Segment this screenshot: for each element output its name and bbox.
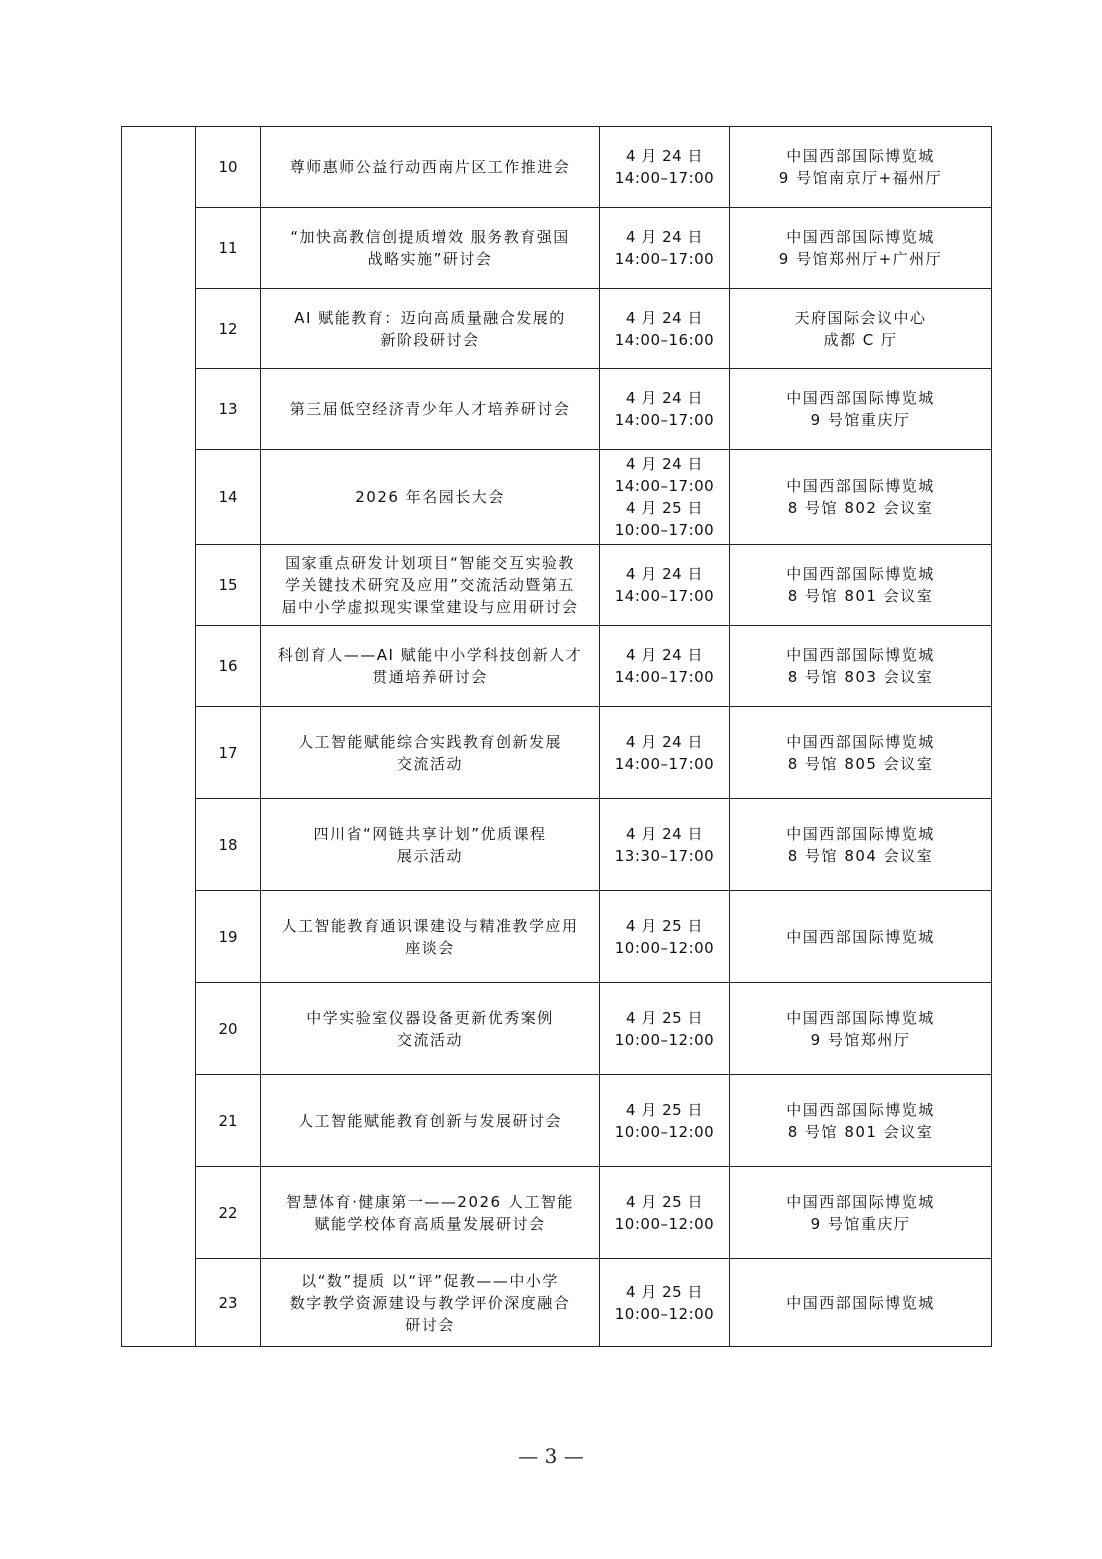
- event-title-line: 研讨会: [405, 1315, 455, 1334]
- event-time-line: 10:00–12:00: [614, 938, 715, 957]
- event-time: [600, 1259, 730, 1347]
- event-location-line: 中国西部国际博览城: [786, 824, 935, 843]
- event-time-line: 4 月 24 日: [626, 228, 703, 246]
- event-title: [261, 450, 600, 545]
- event-time-line: 4 月 25 日: [626, 499, 703, 517]
- event-time-line: 14:00–17:00: [614, 754, 715, 773]
- row-number: 15: [196, 545, 261, 626]
- event-time: [600, 799, 730, 891]
- event-title-line: 中学实验室仪器设备更新优秀案例: [306, 1008, 554, 1027]
- event-title: [261, 1167, 600, 1259]
- event-location: [730, 127, 992, 208]
- row-number: 17: [196, 707, 261, 799]
- event-title-line: 人工智能教育通识课建设与精准教学应用: [281, 916, 579, 935]
- event-time-line: 10:00–12:00: [614, 1122, 715, 1141]
- event-location-line: 8 号馆 801 会议室: [787, 1122, 934, 1141]
- event-location: [730, 626, 992, 707]
- page-number: — 3 —: [518, 1444, 584, 1468]
- event-time-line: 4 月 24 日: [626, 565, 703, 583]
- table-row: [122, 369, 992, 450]
- event-title: [261, 545, 600, 626]
- event-title-line: 国家重点研发计划项目“智能交互实验教: [285, 554, 575, 572]
- table-row: [122, 707, 992, 799]
- event-time-line: 4 月 24 日: [626, 824, 703, 843]
- row-number: 19: [196, 891, 261, 983]
- row-number: 12: [196, 289, 261, 369]
- event-time: [600, 891, 730, 983]
- event-location-line: 中国西部国际博览城: [786, 732, 935, 751]
- event-title-line: 以“数”提质 以“评”促教——中小学: [301, 1271, 559, 1290]
- event-location-line: 中国西部国际博览城: [786, 1192, 935, 1211]
- event-title-line: 智慧体育·健康第一——2026 人工智能: [286, 1192, 574, 1211]
- row-number: 16: [196, 626, 261, 707]
- event-time-line: 4 月 24 日: [626, 732, 703, 751]
- event-time-line: 4 月 24 日: [626, 646, 703, 664]
- event-location-line: 中国西部国际博览城: [786, 147, 935, 165]
- event-title-line: 届中小学虚拟现实课堂建设与应用研讨会: [281, 598, 579, 616]
- row-number: 13: [196, 369, 261, 450]
- event-time-line: 10:00–12:00: [614, 1304, 715, 1323]
- event-location-line: 中国西部国际博览城: [786, 228, 935, 246]
- schedule-table-wrapper: [121, 126, 991, 1347]
- table-row: [122, 545, 992, 626]
- event-time-line: 4 月 25 日: [626, 916, 703, 935]
- row-number: 18: [196, 799, 261, 891]
- event-time-line: 4 月 25 日: [626, 1008, 703, 1027]
- table-row: [122, 1259, 992, 1347]
- event-location: [730, 1259, 992, 1347]
- event-time-line: 4 月 25 日: [626, 1192, 703, 1211]
- event-location: [730, 450, 992, 545]
- event-time: [600, 983, 730, 1075]
- event-location-line: 中国西部国际博览城: [786, 1293, 935, 1312]
- table-row: [122, 450, 992, 545]
- event-location-line: 中国西部国际博览城: [786, 565, 935, 583]
- event-title-line: 展示活动: [396, 846, 463, 865]
- event-location: [730, 983, 992, 1075]
- event-location-line: 8 号馆 805 会议室: [787, 754, 934, 773]
- event-time: [600, 707, 730, 799]
- event-time: [600, 127, 730, 208]
- event-location: [730, 1167, 992, 1259]
- row-number: 20: [196, 983, 261, 1075]
- event-time: [600, 545, 730, 626]
- event-title-line: 赋能学校体育高质量发展研讨会: [314, 1214, 546, 1233]
- event-title: [261, 289, 600, 369]
- event-title-line: 新阶段研讨会: [380, 330, 480, 349]
- event-location-line: 天府国际会议中心: [794, 308, 927, 327]
- row-number: 22: [196, 1167, 261, 1259]
- event-title-line: 人工智能赋能教育创新与发展研讨会: [297, 1111, 562, 1130]
- event-time: [600, 208, 730, 289]
- event-location-line: 中国西部国际博览城: [786, 1008, 935, 1027]
- event-location: [730, 707, 992, 799]
- event-title-line: 贯通培养研讨会: [372, 668, 488, 686]
- event-time-line: 14:00–16:00: [614, 330, 715, 349]
- event-title: [261, 626, 600, 707]
- event-location-line: 9 号馆郑州厅: [810, 1030, 911, 1049]
- event-time: [600, 1167, 730, 1259]
- event-location: [730, 891, 992, 983]
- event-time-line: 10:00–12:00: [614, 1214, 715, 1233]
- event-location-line: 中国西部国际博览城: [786, 389, 935, 407]
- event-time-line: 14:00–17:00: [614, 250, 715, 268]
- event-time-line: 14:00–17:00: [614, 668, 715, 686]
- event-time: [600, 1075, 730, 1167]
- event-location: [730, 289, 992, 369]
- row-number: 10: [196, 127, 261, 208]
- event-time-line: 4 月 24 日: [626, 308, 703, 327]
- event-title-line: 战略实施”研讨会: [367, 250, 493, 268]
- event-location-line: 8 号馆 804 会议室: [787, 846, 934, 865]
- table-row: [122, 1167, 992, 1259]
- event-time-line: 4 月 24 日: [626, 455, 703, 473]
- event-title-line: 数字教学资源建设与教学评价深度融合: [289, 1293, 571, 1312]
- category-cell: [122, 127, 196, 1347]
- event-time-line: 14:00–17:00: [614, 587, 715, 605]
- table-row: [122, 983, 992, 1075]
- event-title: [261, 799, 600, 891]
- event-title-line: 科创育人——AI 赋能中小学科技创新人才: [277, 646, 583, 664]
- event-title-line: 第三届低空经济青少年人才培养研讨会: [289, 400, 571, 418]
- event-title-line: “加快高教信创提质增效 服务教育强国: [290, 228, 570, 246]
- event-location-line: 8 号馆 801 会议室: [787, 587, 934, 605]
- row-number: 14: [196, 450, 261, 545]
- event-title-line: AI 赋能教育：迈向高质量融合发展的: [294, 308, 566, 327]
- event-time: [600, 289, 730, 369]
- event-location-line: 8 号馆 802 会议室: [787, 499, 934, 517]
- event-title: [261, 127, 600, 208]
- row-number: 23: [196, 1259, 261, 1347]
- table-row: [122, 626, 992, 707]
- event-title-line: 交流活动: [396, 1030, 463, 1049]
- event-time: [600, 369, 730, 450]
- event-time-line: 4 月 24 日: [626, 147, 703, 165]
- event-time-line: 4 月 25 日: [626, 1100, 703, 1119]
- event-time-line: 4 月 24 日: [626, 389, 703, 407]
- table-row: [122, 891, 992, 983]
- event-location-line: 9 号馆重庆厅: [810, 411, 911, 429]
- event-time-line: 14:00–17:00: [614, 477, 715, 495]
- table-row: [122, 289, 992, 369]
- event-location-line: 9 号馆郑州厅+广州厅: [778, 250, 943, 268]
- event-title: [261, 369, 600, 450]
- event-title-line: 交流活动: [396, 754, 463, 773]
- event-location: [730, 1075, 992, 1167]
- table-row: [122, 208, 992, 289]
- event-title: [261, 208, 600, 289]
- event-title-line: 四川省“网链共享计划”优质课程: [313, 824, 547, 843]
- event-location-line: 中国西部国际博览城: [786, 646, 935, 664]
- event-time-line: 10:00–12:00: [614, 1030, 715, 1049]
- event-time: [600, 450, 730, 545]
- schedule-table: [121, 126, 992, 1347]
- table-row: [122, 799, 992, 891]
- event-title-line: 尊师惠师公益行动西南片区工作推进会: [289, 158, 571, 176]
- event-title-line: 2026 年名园长大会: [355, 488, 505, 506]
- event-title: [261, 1075, 600, 1167]
- event-location-line: 8 号馆 803 会议室: [787, 668, 934, 686]
- event-time: [600, 626, 730, 707]
- event-title: [261, 891, 600, 983]
- event-title-line: 人工智能赋能综合实践教育创新发展: [297, 732, 562, 751]
- table-row: [122, 1075, 992, 1167]
- event-time-line: 14:00–17:00: [614, 169, 715, 187]
- event-title: [261, 707, 600, 799]
- event-title-line: 学关键技术研究及应用”交流活动暨第五: [285, 576, 575, 594]
- event-location: [730, 545, 992, 626]
- event-title: [261, 983, 600, 1075]
- event-location-line: 中国西部国际博览城: [786, 1100, 935, 1119]
- event-location: [730, 799, 992, 891]
- event-location-line: 9 号馆重庆厅: [810, 1214, 911, 1233]
- event-title: [261, 1259, 600, 1347]
- event-location-line: 中国西部国际博览城: [786, 927, 935, 946]
- row-number: 11: [196, 208, 261, 289]
- event-title-line: 座谈会: [405, 938, 455, 957]
- row-number: 21: [196, 1075, 261, 1167]
- event-time-line: 13:30–17:00: [614, 846, 715, 865]
- schedule-table-body: [122, 127, 992, 1347]
- event-location-line: 成都 C 厅: [823, 330, 898, 349]
- event-location-line: 9 号馆南京厅+福州厅: [778, 169, 943, 187]
- event-time-line: 14:00–17:00: [614, 411, 715, 429]
- event-location: [730, 208, 992, 289]
- event-location-line: 中国西部国际博览城: [786, 477, 935, 495]
- event-location: [730, 369, 992, 450]
- table-row: [122, 127, 992, 208]
- event-time-line: 10:00–17:00: [614, 521, 715, 539]
- event-time-line: 4 月 25 日: [626, 1282, 703, 1301]
